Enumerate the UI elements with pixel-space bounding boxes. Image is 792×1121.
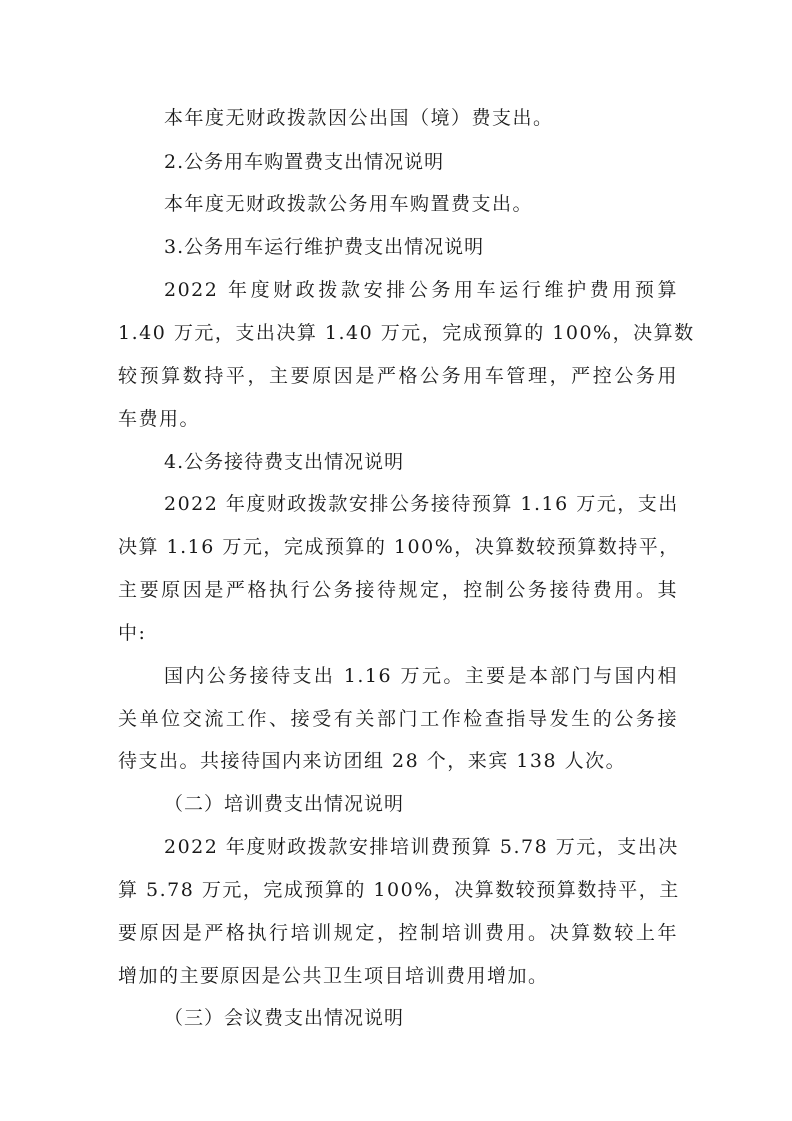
section-heading: （二）培训费支出情况说明: [164, 793, 405, 815]
paragraph-line: 增加的主要原因是公共卫生项目培训费用增加。: [118, 965, 549, 987]
paragraph-line: 1.40 万元，支出决算 1.40 万元，完成预算的 100%，决算数: [118, 322, 695, 344]
paragraph-line: 2022 年度财政拨款安排公务接待预算 1.16 万元，支出: [164, 493, 679, 515]
paragraph-line: 本年度无财政拨款因公出国（境）费支出。: [164, 107, 554, 129]
paragraph-line: 待支出。共接待国内来访团组 28 个，来宾 138 人次。: [118, 750, 627, 772]
paragraph-line: 国内公务接待支出 1.16 万元。主要是本部门与国内相: [164, 665, 678, 687]
paragraph-line: 较预算数持平，主要原因是严格公务用车管理，严控公务用: [118, 365, 678, 387]
paragraph-line: 2022 年度财政拨款安排培训费预算 5.78 万元，支出决: [164, 836, 679, 858]
paragraph-line: 关单位交流工作、接受有关部门工作检查指导发生的公务接: [118, 708, 678, 730]
paragraph-line: 车费用。: [118, 408, 201, 430]
paragraph-line: 决算 1.16 万元，完成预算的 100%，决算数较预算数持平，: [118, 536, 680, 558]
paragraph-line: 主要原因是严格执行公务接待规定，控制公务接待费用。其: [118, 579, 678, 601]
section-heading: 2.公务用车购置费支出情况说明: [164, 151, 445, 173]
paragraph-line: 要原因是严格执行培训规定，控制培训费用。决算数较上年: [118, 922, 678, 944]
section-heading: （三）会议费支出情况说明: [164, 1007, 405, 1029]
paragraph-line: 中:: [118, 622, 147, 644]
paragraph-line: 2022 年度财政拨款安排公务用车运行维护费用预算: [164, 279, 678, 301]
paragraph-line: 算 5.78 万元，完成预算的 100%，决算数较预算数持平，主: [118, 879, 680, 901]
paragraph-line: 本年度无财政拨款公务用车购置费支出。: [164, 193, 534, 215]
section-heading: 3.公务用车运行维护费支出情况说明: [164, 236, 485, 258]
section-heading: 4.公务接待费支出情况说明: [164, 451, 405, 473]
